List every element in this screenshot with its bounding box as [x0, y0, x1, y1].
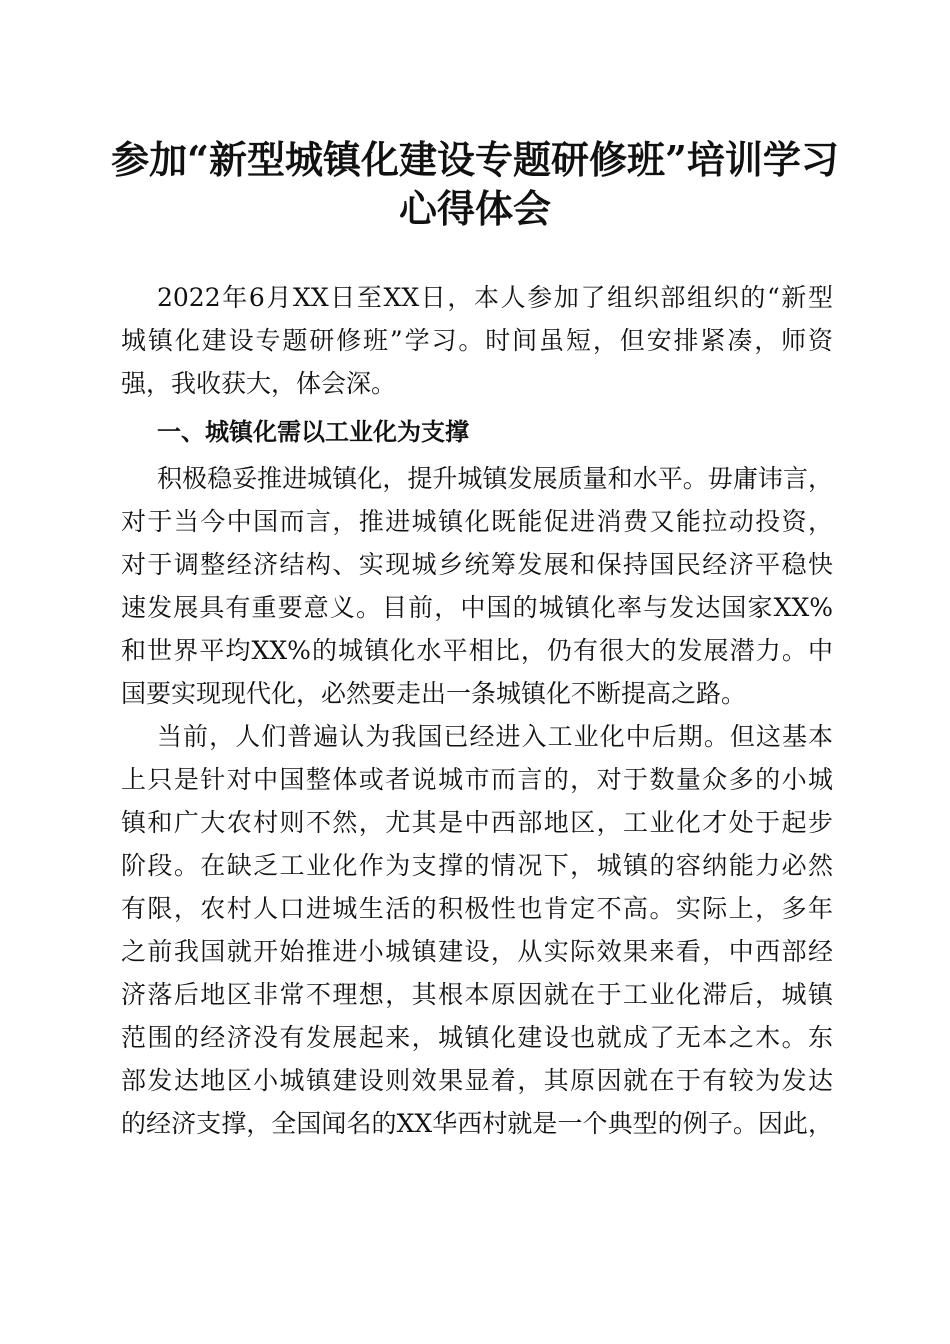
paragraph-3-line-6: 之前我国就开始推进小城镇建设，从实际效果来看，中西部经 [121, 937, 833, 966]
section-heading-1: 一、城镇化需以工业化为支撑 [157, 418, 469, 446]
paragraph-3-line-5: 有限，农村人口进城生活的积极性也肯定不高。实际上，多年 [121, 894, 833, 923]
paragraph-1-line-2: 城镇化建设专题研修班”学习。时间虽短，但安排紧凑，师资 [121, 326, 833, 355]
paragraph-3-line-8: 范围的经济没有发展起来，城镇化建设也就成了无本之木。东 [121, 1023, 833, 1052]
paragraph-3-line-1: 当前，人们普遍认为我国已经进入工业化中后期。但这基本 [157, 722, 833, 751]
paragraph-1-line-3: 强，我收获大，体会深。 [121, 369, 397, 398]
document-title-line-2: 心得体会 [398, 186, 551, 231]
paragraph-3-line-10: 的经济支撑，全国闻名的XX华西村就是一个典型的例子。因此， [121, 1109, 833, 1138]
paragraph-3-line-9: 部发达地区小城镇建设则效果显着，其原因就在于有较为发达 [121, 1066, 833, 1095]
paragraph-2-line-2: 对于当今中国而言，推进城镇化既能促进消费又能拉动投资， [121, 507, 833, 536]
paragraph-2-line-4: 速发展具有重要意义。目前，中国的城镇化率与发达国家XX% [121, 593, 833, 622]
paragraph-2-line-6: 国要实现现代化，必然要走出一条城镇化不断提高之路。 [121, 679, 747, 708]
paragraph-2-line-5: 和世界平均XX%的城镇化水平相比，仍有很大的发展潜力。中 [121, 636, 833, 665]
paragraph-3-line-3: 镇和广大农村则不然，尤其是中西部地区，工业化才处于起步 [121, 808, 833, 837]
paragraph-3-line-7: 济落后地区非常不理想，其根本原因就在于工业化滞后，城镇 [121, 980, 833, 1009]
paragraph-3-line-4: 阶段。在缺乏工业化作为支撑的情况下，城镇的容纳能力必然 [121, 851, 833, 880]
paragraph-2-line-1: 积极稳妥推进城镇化，提升城镇发展质量和水平。毋庸讳言， [157, 464, 833, 493]
document-title-line-1: 参加“新型城镇化建设专题研修班”培训学习 [111, 137, 839, 182]
paragraph-2-line-3: 对于调整经济结构、实现城乡统筹发展和保持国民经济平稳快 [121, 550, 833, 579]
paragraph-1-line-1: 2022年6月XX日至XX日，本人参加了组织部组织的“新型 [157, 283, 833, 312]
paragraph-3-line-2: 上只是针对中国整体或者说城市而言的，对于数量众多的小城 [121, 765, 833, 794]
